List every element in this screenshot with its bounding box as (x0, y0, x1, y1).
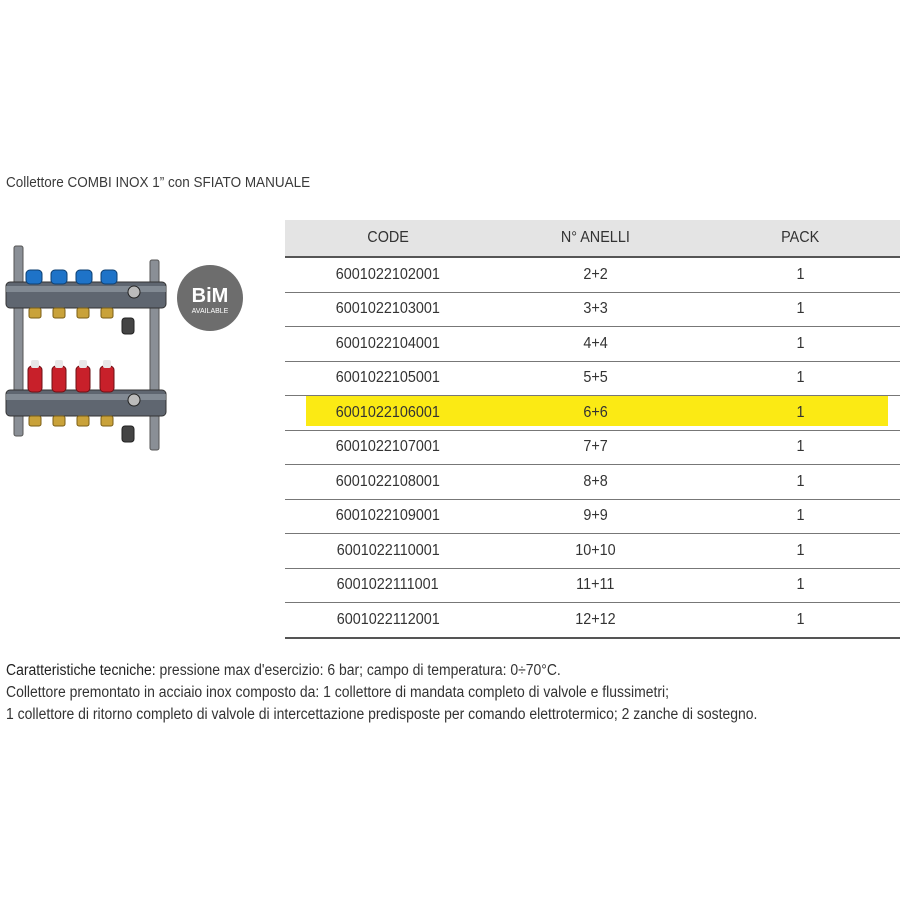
code-cell: 6001022108001 (285, 465, 491, 500)
table-row (285, 534, 900, 569)
anelli-cell: 4+4 (491, 327, 701, 362)
column-header-anelli: N° ANELLI (491, 220, 701, 257)
table-row (285, 257, 900, 292)
product-title: Collettore COMBI INOX 1” con SFIATO MANUALE (6, 174, 311, 191)
bim-available-badge (176, 264, 244, 332)
table-row (285, 327, 900, 362)
manifold-product-image (4, 240, 174, 460)
description-line-1-text: pressione max d'esercizio: 6 bar; campo di temperatura: 0÷70°C. (155, 662, 561, 679)
pack-cell: 1 (700, 465, 900, 500)
code-cell: 6001022106001 (285, 396, 491, 431)
description-line-2: Collettore premontato in acciaio inox composto da: 1 collettore di mandata completo di valvole e flussimetri; (6, 684, 669, 701)
code-cell: 6001022103001 (285, 292, 491, 327)
pack-cell: 1 (700, 603, 900, 638)
anelli-cell: 9+9 (491, 499, 701, 534)
table-row (285, 603, 900, 638)
pack-cell: 1 (700, 292, 900, 327)
code-cell: 6001022107001 (285, 430, 491, 465)
description-label: Caratteristiche tecniche: (6, 662, 156, 679)
pack-cell: 1 (700, 257, 900, 292)
anelli-cell: 8+8 (491, 465, 701, 500)
code-cell: 6001022109001 (285, 499, 491, 534)
code-cell: 6001022110001 (285, 534, 491, 569)
pack-cell: 1 (700, 430, 900, 465)
table-row (285, 292, 900, 327)
anelli-cell: 3+3 (491, 292, 701, 327)
pack-cell: 1 (700, 396, 900, 431)
code-cell: 6001022105001 (285, 361, 491, 396)
table-row (285, 499, 900, 534)
table-row-highlighted (285, 396, 900, 431)
pack-cell: 1 (700, 568, 900, 603)
code-cell: 6001022112001 (285, 603, 491, 638)
bim-available-text: AVAILABLE (191, 308, 229, 315)
code-table (285, 220, 900, 639)
pack-cell: 1 (700, 327, 900, 362)
anelli-cell: 7+7 (491, 430, 701, 465)
code-cell: 6001022111001 (285, 568, 491, 603)
code-cell: 6001022104001 (285, 327, 491, 362)
anelli-cell: 2+2 (491, 257, 701, 292)
description-line-3: 1 collettore di ritorno completo di valvole di intercettazione predisposte per comando elettrotermico; 2 zanche di sostegno. (6, 706, 758, 723)
table-row (285, 430, 900, 465)
anelli-cell: 11+11 (491, 568, 701, 603)
table-header-row (285, 220, 900, 257)
column-header-code: CODE (285, 220, 491, 257)
code-cell: 6001022102001 (285, 257, 491, 292)
table-row (285, 361, 900, 396)
description-line-1 (6, 660, 816, 682)
pack-cell: 1 (700, 499, 900, 534)
anelli-cell: 6+6 (491, 396, 701, 431)
pack-cell: 1 (700, 534, 900, 569)
anelli-cell: 5+5 (491, 361, 701, 396)
table-row (285, 465, 900, 500)
column-header-pack: PACK (700, 220, 900, 257)
anelli-cell: 12+12 (491, 603, 701, 638)
bim-logo-text: BiM (191, 285, 229, 307)
pack-cell: 1 (700, 361, 900, 396)
table-row (285, 568, 900, 603)
technical-description (6, 660, 816, 726)
anelli-cell: 10+10 (491, 534, 701, 569)
